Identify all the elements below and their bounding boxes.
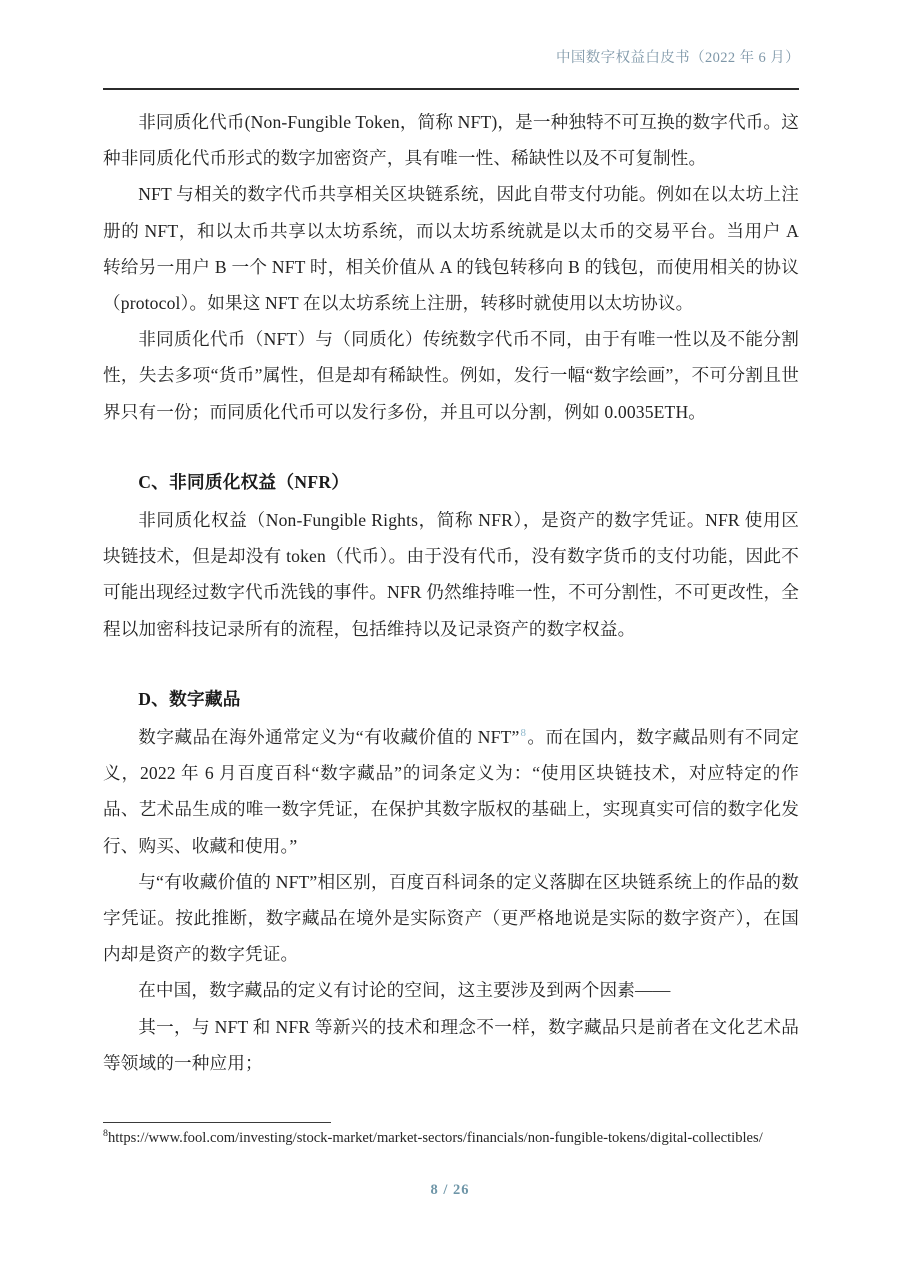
paragraph-factor-one: 其一，与 NFT 和 NFR 等新兴的技术和理念不一样，数字藏品只是前者在文化艺术品等领域的一种应用；	[103, 1016, 799, 1073]
paragraph-nft-definition: 非同质化代币(Non-Fungible Token，简称 NFT)，是一种独特不可互换的数字代币。这种非同质化代币形式的数字加密资产，具有唯一性、稀缺性以及不可复制性。	[103, 112, 799, 169]
spacer-before-section-d	[103, 647, 799, 681]
footnote-number: 8	[103, 1128, 108, 1140]
digital-collectibles-text-before-footnote: 数字藏品在海外通常定义为“有收藏价值的 NFT”	[138, 727, 520, 748]
footnote-entry	[103, 1128, 799, 1148]
page-body-content	[103, 104, 799, 1081]
heading-section-d: D、数字藏品	[138, 688, 241, 709]
running-header-title: 中国数字权益白皮书（2022 年 6 月）	[555, 50, 800, 66]
paragraph-china-definition-scope: 在中国，数字藏品的定义有讨论的空间，这主要涉及到两个因素——	[138, 980, 671, 1001]
footnote-url[interactable]: https://www.fool.com/investing/stock-market/market-sectors/financials/non-fungible-tokens/digital-collectibles/	[107, 1130, 763, 1146]
paragraph-nft-vs-fungible: 非同质化代币（NFT）与（同质化）传统数字代币不同，由于有唯一性以及不能分割性，失去多项“货币”属性，但是却有稀缺性。例如，发行一幅“数字绘画”，不可分割且世界只有一份；而同质化代币可以发行多份，并且可以分割，例如 0.0035ETH。	[103, 329, 799, 422]
paragraph-nft-blockchain: NFT 与相关的数字代币共享相关区块链系统，因此自带支付功能。例如在以太坊上注册的 NFT，和以太币共享以太坊系统，而以太坊系统就是以太币的交易平台。当用户 A 转给另一用户 B 一个 NFT 时，相关价值从 A 的钱包转移向 B 的钱包，而使用相关的协议（protocol）。如果这 NFT 在以太坊系统上注册，转移时就使用以太坊协议。	[103, 184, 799, 314]
paragraph-nfr-definition: 非同质化权益（Non-Fungible Rights，简称 NFR），是资产的数字凭证。NFR 使用区块链技术，但是却没有 token（代币）。由于没有代币，没有数字货币的支付功能，因此不可能出现经过数字代币洗钱的事件。NFR 仍然维持唯一性，不可分割性，不可更改性，全程以加密科技记录所有的流程，包括维持以及记录资产的数字权益。	[103, 510, 799, 639]
paragraph-digital-collectibles-definition	[103, 719, 799, 864]
paragraph-baidu-baike-comparison: 与“有收藏价值的 NFT”相区别，百度百科词条的定义落脚在区块链系统上的作品的数字凭证。按此推断，数字藏品在境外是实际资产（更严格地说是实际的数字资产），在国内却是资产的数字凭证。	[103, 871, 799, 965]
header-divider-rule	[103, 88, 799, 90]
heading-section-c: C、非同质化权益（NFR）	[138, 471, 350, 492]
page-number-footer: 8 / 26	[430, 1182, 470, 1198]
spacer-before-section-c	[103, 430, 799, 464]
digital-collectibles-text-after-footnote: 。而在国内，数字藏品则有不同定义，2022 年 6 月百度百科“数字藏品”的词条定义为：“使用区块链技术，对应特定的作品、艺术品生成的唯一数字凭证，在保护其数字版权的基础上，实现真实可信的数字化发行、购买、收藏和使用。”	[103, 727, 799, 856]
footnote-area	[103, 1122, 799, 1148]
footnote-reference-marker[interactable]: 8	[520, 727, 527, 740]
footnote-separator-rule	[103, 1122, 331, 1123]
